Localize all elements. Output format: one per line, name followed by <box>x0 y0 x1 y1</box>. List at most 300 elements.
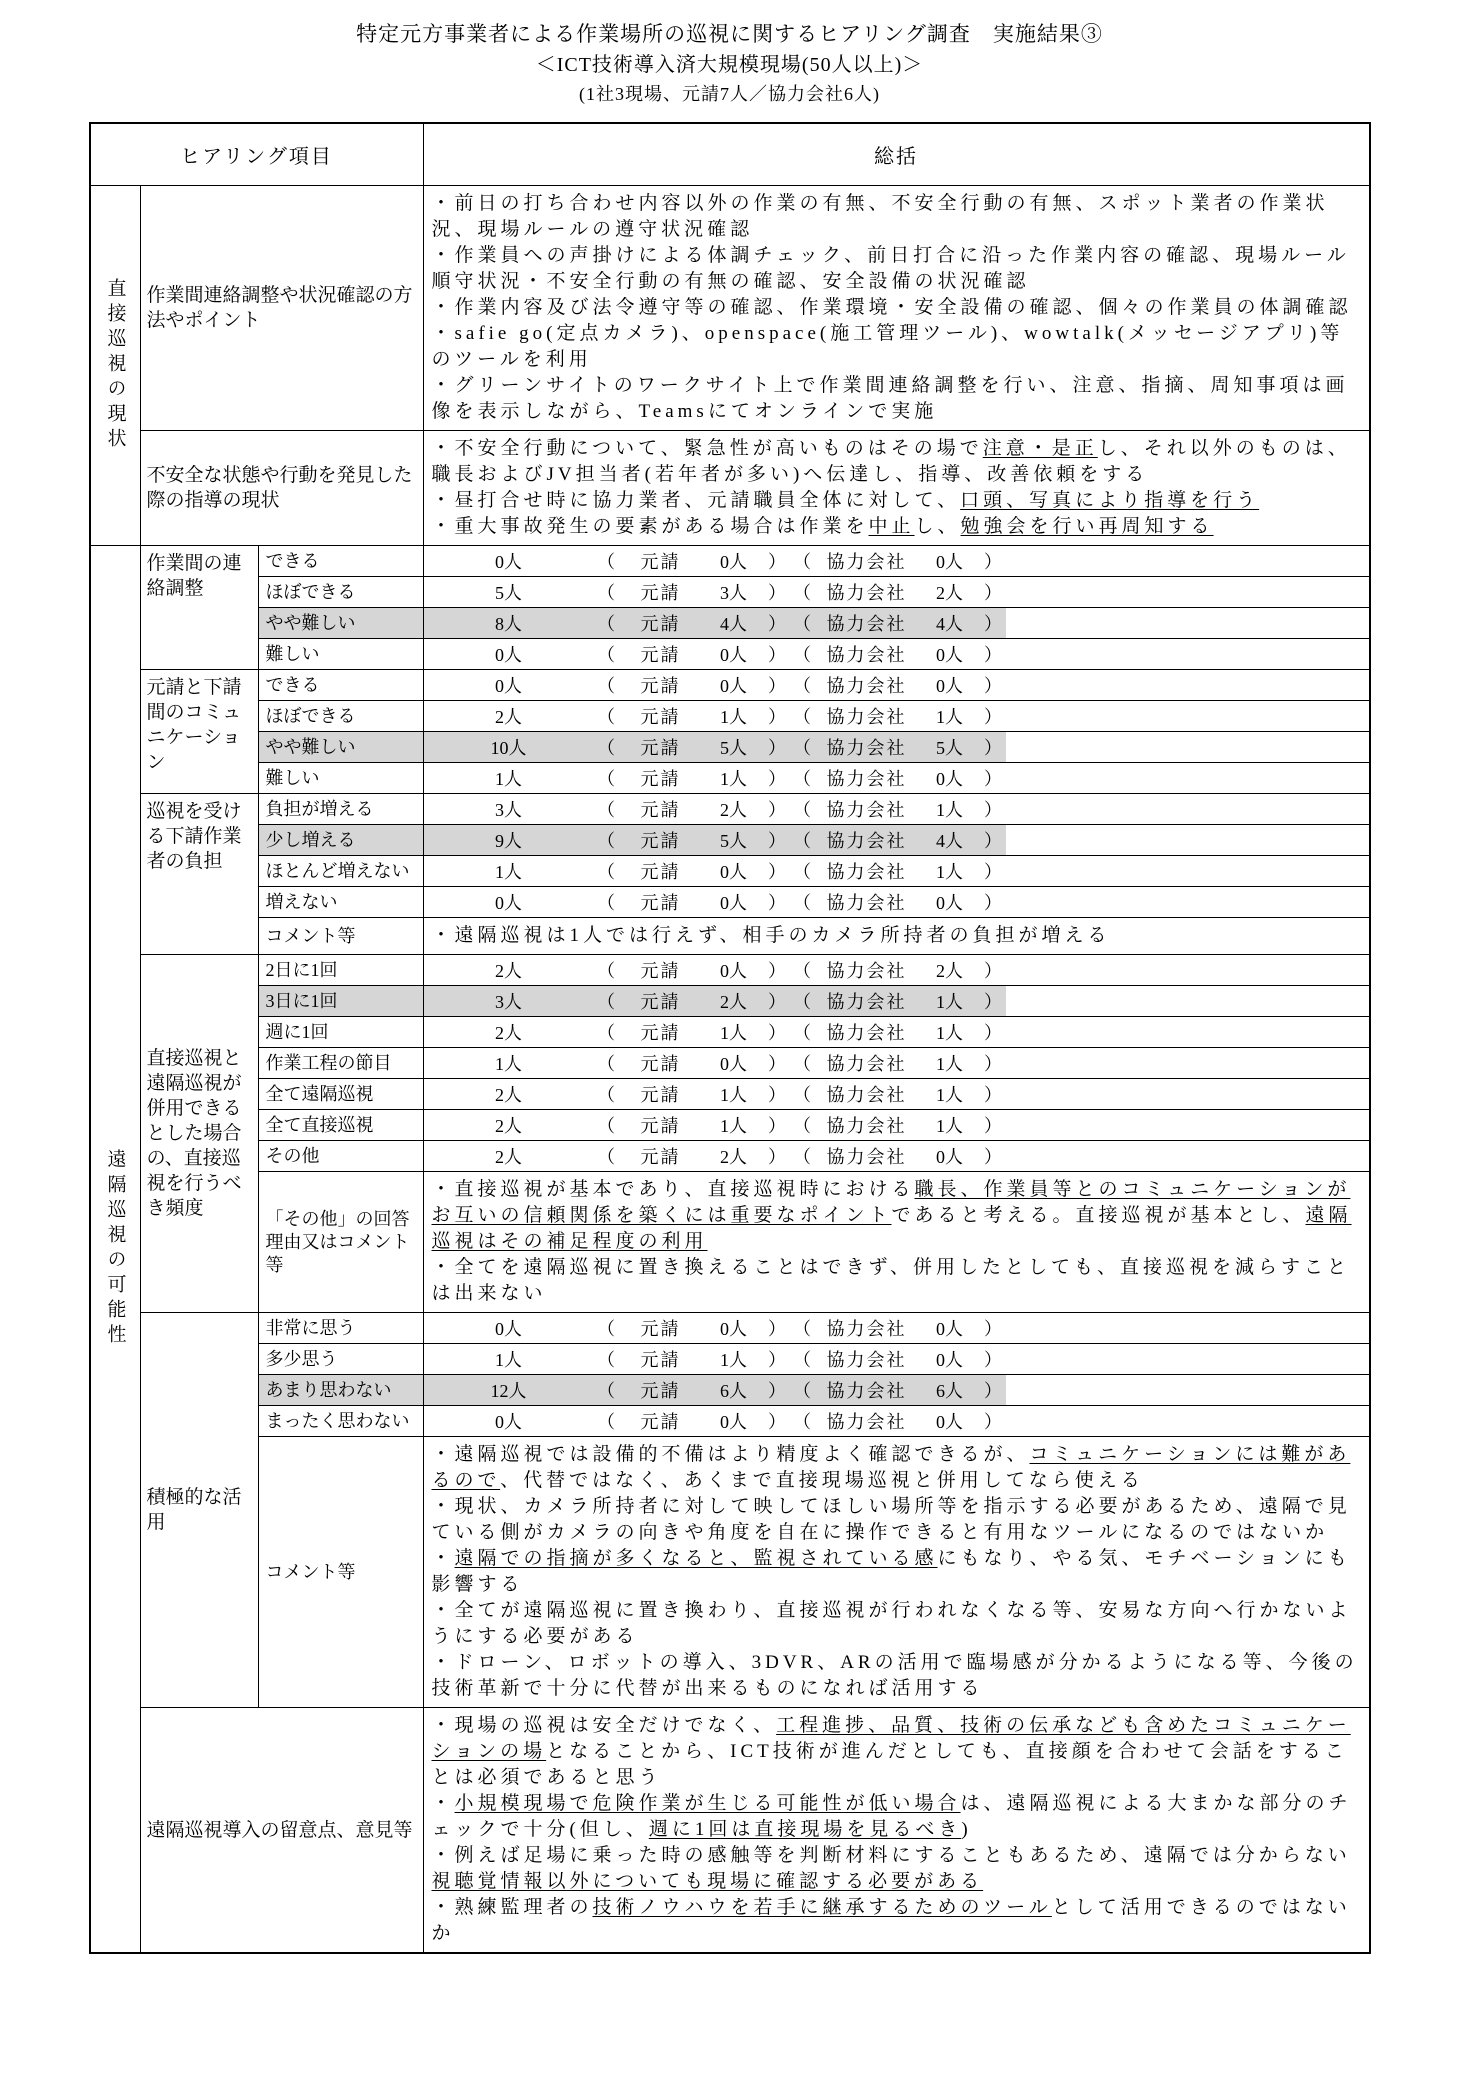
row-filler <box>1006 639 1369 669</box>
summary-line <box>432 191 1361 243</box>
row-filler <box>1006 546 1369 576</box>
prime-contractor-label: 元請 <box>640 645 681 665</box>
count-values <box>424 986 1006 1016</box>
count-total: 1人 <box>495 769 522 789</box>
partner-company-label: 協力会社 <box>826 831 907 851</box>
prime-contractor-count: 0人 <box>720 552 747 572</box>
close-paren: ） <box>984 800 1002 820</box>
count-total: 0人 <box>495 893 522 913</box>
count-values <box>424 1017 1006 1047</box>
prime-contractor-count: 6人 <box>720 1381 747 1401</box>
option-label-cell <box>259 1437 424 1707</box>
count-values <box>424 1344 1006 1374</box>
open-paren: （ <box>597 1116 615 1136</box>
close-paren: ） <box>768 1054 786 1074</box>
item-label: 作業間連絡調整や状況確認の方法やポイント <box>146 285 413 331</box>
underlined-text: 工程進捗、品質、技術の伝承なども含めたコミュニケーションの場 <box>431 1715 1351 1762</box>
option-label: コメント等 <box>265 1561 356 1582</box>
count-total: 2人 <box>495 1147 522 1167</box>
count-total: 0人 <box>495 676 522 696</box>
option-label-cell <box>259 887 424 917</box>
row-filler <box>1006 1110 1369 1140</box>
text-segment: にもなり、やる気、モチベーションにも影響する <box>431 1548 1351 1595</box>
count-cell <box>424 1375 1369 1405</box>
prime-contractor-count: 1人 <box>720 707 747 727</box>
option-label-cell <box>259 701 424 731</box>
count-row <box>259 1141 1369 1172</box>
count-values <box>424 732 1006 762</box>
summary-line <box>432 373 1361 425</box>
count-row <box>259 546 1369 577</box>
count-total: 0人 <box>495 645 522 665</box>
row-filler <box>1006 887 1369 917</box>
option-label-cell <box>259 577 424 607</box>
summary-text-cell <box>424 186 1369 430</box>
table-block <box>141 431 1369 545</box>
option-label-cell <box>259 1172 424 1312</box>
partner-company-count: 2人 <box>936 583 963 603</box>
count-row <box>259 608 1369 639</box>
prime-contractor-label: 元請 <box>640 1054 681 1074</box>
close-paren: ） <box>984 862 1002 882</box>
count-cell <box>424 732 1369 762</box>
open-paren: （ <box>793 676 811 696</box>
item-label-cell <box>141 794 259 954</box>
block-rows <box>424 431 1369 545</box>
prime-contractor-count: 1人 <box>720 1085 747 1105</box>
item-label: 遠隔巡視導入の留意点、意見等 <box>146 1819 413 1841</box>
row-filler <box>1006 794 1369 824</box>
text-segment: ) <box>961 1819 972 1840</box>
open-paren: （ <box>597 1023 615 1043</box>
close-paren: ） <box>768 1116 786 1136</box>
count-total: 1人 <box>495 1350 522 1370</box>
text-segment: として活用できるのではないか <box>431 1897 1351 1944</box>
close-paren: ） <box>984 614 1002 634</box>
row-filler <box>1006 986 1369 1016</box>
text-segment: ・遠隔巡視は1人では行えず、相手のカメラ所持者の負担が増える <box>431 925 1111 946</box>
close-paren: ） <box>768 800 786 820</box>
count-values <box>424 546 1006 576</box>
count-total: 8人 <box>495 614 522 634</box>
partner-company-label: 協力会社 <box>826 1350 907 1370</box>
open-paren: （ <box>793 707 811 727</box>
underlined-text: コミュニケーションには難があるので <box>431 1444 1351 1491</box>
count-row <box>259 1048 1369 1079</box>
close-paren: ） <box>984 1116 1002 1136</box>
summary-line <box>432 436 1361 488</box>
partner-company-count: 1人 <box>936 992 963 1012</box>
count-row <box>259 670 1369 701</box>
open-paren: （ <box>793 1319 811 1339</box>
option-label: 2日に1回 <box>265 959 338 980</box>
table-block <box>141 546 1369 670</box>
header-summary: 総括 <box>874 146 918 168</box>
text-segment: は、遠隔巡視による大まかな部分のチェックで十分(但し、 <box>431 1793 1352 1840</box>
option-label: 多少思う <box>265 1348 338 1369</box>
close-paren: ） <box>984 676 1002 696</box>
summary-line <box>432 1546 1361 1598</box>
row-filler <box>1006 825 1369 855</box>
open-paren: （ <box>597 961 615 981</box>
row-filler <box>1006 670 1369 700</box>
count-values <box>424 1141 1006 1171</box>
partner-company-label: 協力会社 <box>826 769 907 789</box>
partner-company-count: 1人 <box>936 1085 963 1105</box>
table-section <box>91 546 1369 1952</box>
summary-line <box>432 1713 1361 1791</box>
count-total: 5人 <box>495 583 522 603</box>
partner-company-count: 0人 <box>936 769 963 789</box>
section-body <box>141 546 1369 1952</box>
close-paren: ） <box>768 1412 786 1432</box>
text-segment: ・作業内容及び法令遵守等の確認、作業環境・安全設備の確認、個々の作業員の体調確認 <box>431 297 1352 318</box>
text-segment: ・作業員への声掛けによる体調チェック、前日打合に沿った作業内容の確認、現場ルール順守状況・不安全行動の有無の確認、安全設備の状況確認 <box>431 245 1350 292</box>
option-label-cell <box>259 918 424 954</box>
count-cell <box>424 794 1369 824</box>
count-cell <box>424 1110 1369 1140</box>
option-label-cell <box>259 1048 424 1078</box>
count-row <box>259 1344 1369 1375</box>
partner-company-count: 1人 <box>936 707 963 727</box>
count-cell <box>424 1344 1369 1374</box>
prime-contractor-label: 元請 <box>640 1116 681 1136</box>
text-segment: ・現場の巡視は安全だけでなく、 <box>431 1715 777 1736</box>
count-row <box>259 887 1369 918</box>
prime-contractor-label: 元請 <box>640 676 681 696</box>
open-paren: （ <box>793 1147 811 1167</box>
prime-contractor-label: 元請 <box>640 831 681 851</box>
table-block <box>141 1313 1369 1708</box>
table-block <box>141 955 1369 1313</box>
count-cell <box>424 546 1369 576</box>
text-segment: ・全てが遠隔巡視に置き換わり、直接巡視が行われなくなる等、安易な方向へ行かないようにする必要がある <box>431 1600 1352 1647</box>
summary-row <box>424 431 1369 545</box>
partner-company-label: 協力会社 <box>826 1116 907 1136</box>
option-label-cell <box>259 1344 424 1374</box>
partner-company-label: 協力会社 <box>826 1147 907 1167</box>
row-filler <box>1006 701 1369 731</box>
open-paren: （ <box>793 1023 811 1043</box>
prime-contractor-count: 0人 <box>720 1319 747 1339</box>
open-paren: （ <box>597 707 615 727</box>
count-values <box>424 639 1006 669</box>
open-paren: （ <box>793 800 811 820</box>
underlined-text: 小規模現場で危険作業が生じる可能性が低い場合 <box>454 1793 961 1814</box>
close-paren: ） <box>768 831 786 851</box>
partner-company-label: 協力会社 <box>826 862 907 882</box>
prime-contractor-count: 0人 <box>720 645 747 665</box>
underlined-text: 技術ノウハウを若手に継承するためのツール <box>592 1897 1052 1918</box>
partner-company-count: 0人 <box>936 645 963 665</box>
item-label: 積極的な活用 <box>146 1487 242 1533</box>
option-label: 週に1回 <box>265 1021 329 1042</box>
prime-contractor-label: 元請 <box>640 1147 681 1167</box>
count-total: 2人 <box>495 1116 522 1136</box>
count-cell <box>424 1141 1369 1171</box>
row-filler <box>1006 1313 1369 1343</box>
underlined-text: 勉強会を行い再周知する <box>960 516 1214 537</box>
option-label: 作業工程の節目 <box>265 1052 392 1073</box>
option-label: できる <box>265 550 320 571</box>
item-label: 元請と下請間のコミュニケーション <box>146 677 242 773</box>
count-total: 3人 <box>495 800 522 820</box>
partner-company-count: 0人 <box>936 1350 963 1370</box>
count-values <box>424 670 1006 700</box>
open-paren: （ <box>793 1350 811 1370</box>
prime-contractor-label: 元請 <box>640 961 681 981</box>
text-segment: ・遠隔巡視では設備的不備はより精度よく確認できるが、 <box>431 1444 1030 1465</box>
text-segment: ・直接巡視が基本であり、直接巡視時における <box>431 1179 915 1200</box>
count-row <box>259 732 1369 763</box>
text-segment: し、それ以外のものは、職長およびJV担当者(若年者が多い)へ伝達し、指導、改善依頼をする <box>431 438 1351 485</box>
table-header-row <box>91 124 1369 186</box>
open-paren: （ <box>793 552 811 572</box>
close-paren: ） <box>768 645 786 665</box>
close-paren: ） <box>768 1085 786 1105</box>
count-total: 10人 <box>490 738 527 758</box>
close-paren: ） <box>768 1319 786 1339</box>
count-cell <box>424 955 1369 985</box>
prime-contractor-count: 5人 <box>720 831 747 851</box>
count-values <box>424 856 1006 886</box>
prime-contractor-label: 元請 <box>640 738 681 758</box>
close-paren: ） <box>984 1054 1002 1074</box>
open-paren: （ <box>597 862 615 882</box>
open-paren: （ <box>597 1319 615 1339</box>
partner-company-count: 1人 <box>936 800 963 820</box>
partner-company-label: 協力会社 <box>826 893 907 913</box>
summary-row <box>259 1172 1369 1312</box>
option-label: 全て遠隔巡視 <box>265 1083 374 1104</box>
count-values <box>424 763 1006 793</box>
close-paren: ） <box>768 614 786 634</box>
option-label: その他 <box>265 1145 320 1166</box>
option-label-cell <box>259 1141 424 1171</box>
close-paren: ） <box>984 1147 1002 1167</box>
block-rows <box>259 1313 1369 1707</box>
count-values <box>424 608 1006 638</box>
underlined-text: 遠隔での指摘が多くなると、監視されている感 <box>454 1548 938 1569</box>
summary-line <box>432 1650 1361 1702</box>
count-cell <box>424 763 1369 793</box>
row-filler <box>1006 577 1369 607</box>
prime-contractor-count: 1人 <box>720 769 747 789</box>
summary-line <box>432 1791 1361 1843</box>
survey-table <box>89 122 1371 1954</box>
prime-contractor-label: 元請 <box>640 800 681 820</box>
row-filler <box>1006 1017 1369 1047</box>
partner-company-count: 0人 <box>936 1147 963 1167</box>
partner-company-label: 協力会社 <box>826 1381 907 1401</box>
prime-contractor-count: 0人 <box>720 862 747 882</box>
item-label: 直接巡視と遠隔巡視が併用できるとした場合の、直接巡視を行うべき頻度 <box>146 1048 242 1219</box>
summary-text-cell <box>424 1172 1369 1312</box>
partner-company-count: 6人 <box>936 1381 963 1401</box>
option-label: ほぼできる <box>265 581 356 602</box>
open-paren: （ <box>597 800 615 820</box>
partner-company-count: 4人 <box>936 831 963 851</box>
text-segment: であると考える。直接巡視が基本とし、 <box>891 1205 1306 1226</box>
open-paren: （ <box>597 552 615 572</box>
prime-contractor-label: 元請 <box>640 1381 681 1401</box>
close-paren: ） <box>984 1412 1002 1432</box>
count-cell <box>424 1406 1369 1436</box>
option-label-cell <box>259 1110 424 1140</box>
count-row <box>259 1375 1369 1406</box>
block-rows <box>424 186 1369 430</box>
option-label: あまり思わない <box>265 1379 392 1400</box>
item-label: 不安全な状態や行動を発見した際の指導の現状 <box>146 465 413 511</box>
summary-line <box>432 1598 1361 1650</box>
count-row <box>259 856 1369 887</box>
prime-contractor-count: 1人 <box>720 1116 747 1136</box>
summary-line <box>432 1442 1361 1494</box>
summary-line <box>432 488 1361 514</box>
option-label: 3日に1回 <box>265 990 338 1011</box>
prime-contractor-count: 2人 <box>720 800 747 820</box>
count-total: 0人 <box>495 552 522 572</box>
partner-company-label: 協力会社 <box>826 614 907 634</box>
prime-contractor-count: 4人 <box>720 614 747 634</box>
close-paren: ） <box>768 1350 786 1370</box>
summary-text-cell <box>424 1708 1369 1952</box>
open-paren: （ <box>597 738 615 758</box>
item-label: 作業間の連絡調整 <box>146 553 242 599</box>
count-values <box>424 1110 1006 1140</box>
section-body <box>141 186 1369 545</box>
count-cell <box>424 639 1369 669</box>
summary-row <box>424 1708 1369 1952</box>
open-paren: （ <box>793 738 811 758</box>
block-rows <box>259 670 1369 793</box>
prime-contractor-label: 元請 <box>640 1085 681 1105</box>
summary-text-cell <box>424 431 1369 545</box>
open-paren: （ <box>597 645 615 665</box>
summary-text-cell <box>424 918 1369 954</box>
count-values <box>424 1406 1006 1436</box>
item-label-cell <box>141 546 259 669</box>
partner-company-label: 協力会社 <box>826 1085 907 1105</box>
option-label: 全て直接巡視 <box>265 1114 374 1135</box>
open-paren: （ <box>597 676 615 696</box>
close-paren: ） <box>768 738 786 758</box>
underlined-text: 遠隔巡視はその補足程度の利用 <box>431 1205 1352 1252</box>
open-paren: （ <box>793 831 811 851</box>
row-filler <box>1006 732 1369 762</box>
item-label-cell <box>141 1708 424 1952</box>
text-segment: ・ <box>431 1793 455 1814</box>
prime-contractor-label: 元請 <box>640 862 681 882</box>
option-label-cell <box>259 1406 424 1436</box>
count-total: 1人 <box>495 862 522 882</box>
close-paren: ） <box>768 676 786 696</box>
partner-company-count: 1人 <box>936 862 963 882</box>
option-label: コメント等 <box>265 925 356 946</box>
count-row <box>259 825 1369 856</box>
count-cell <box>424 701 1369 731</box>
table-section <box>91 186 1369 546</box>
count-total: 0人 <box>495 1412 522 1432</box>
option-label-cell <box>259 763 424 793</box>
row-filler <box>1006 763 1369 793</box>
open-paren: （ <box>597 831 615 851</box>
open-paren: （ <box>793 1116 811 1136</box>
partner-company-count: 0人 <box>936 1319 963 1339</box>
prime-contractor-count: 2人 <box>720 1147 747 1167</box>
summary-row <box>259 918 1369 954</box>
count-cell <box>424 577 1369 607</box>
close-paren: ） <box>984 552 1002 572</box>
block-rows <box>259 546 1369 669</box>
row-filler <box>1006 1079 1369 1109</box>
count-row <box>259 986 1369 1017</box>
row-filler <box>1006 1048 1369 1078</box>
row-filler <box>1006 1141 1369 1171</box>
count-cell <box>424 1017 1369 1047</box>
group-label-cell <box>91 186 141 545</box>
block-rows <box>259 955 1369 1312</box>
partner-company-label: 協力会社 <box>826 645 907 665</box>
close-paren: ） <box>768 961 786 981</box>
table-block <box>141 794 1369 955</box>
count-row <box>259 577 1369 608</box>
count-row <box>259 1313 1369 1344</box>
count-values <box>424 887 1006 917</box>
summary-line <box>432 1494 1361 1546</box>
table-body <box>91 186 1369 1952</box>
summary-row <box>259 1437 1369 1707</box>
option-label-cell <box>259 1375 424 1405</box>
text-segment: ・不安全行動について、緊急性が高いものはその場で <box>431 438 983 459</box>
open-paren: （ <box>793 645 811 665</box>
count-values <box>424 794 1006 824</box>
table-block <box>141 186 1369 431</box>
count-values <box>424 1048 1006 1078</box>
close-paren: ） <box>768 1023 786 1043</box>
prime-contractor-count: 2人 <box>720 992 747 1012</box>
prime-contractor-label: 元請 <box>640 1350 681 1370</box>
count-values <box>424 1375 1006 1405</box>
close-paren: ） <box>768 552 786 572</box>
prime-contractor-count: 0人 <box>720 676 747 696</box>
prime-contractor-count: 1人 <box>720 1350 747 1370</box>
summary-line <box>432 321 1361 373</box>
prime-contractor-count: 0人 <box>720 1412 747 1432</box>
partner-company-count: 1人 <box>936 1116 963 1136</box>
option-label: 少し増える <box>265 829 356 850</box>
row-filler <box>1006 1375 1369 1405</box>
close-paren: ） <box>768 992 786 1012</box>
item-label-cell <box>141 670 259 793</box>
close-paren: ） <box>984 831 1002 851</box>
partner-company-label: 協力会社 <box>826 1054 907 1074</box>
count-values <box>424 1079 1006 1109</box>
open-paren: （ <box>597 583 615 603</box>
open-paren: （ <box>793 1381 811 1401</box>
option-label-cell <box>259 856 424 886</box>
open-paren: （ <box>597 1381 615 1401</box>
open-paren: （ <box>597 769 615 789</box>
option-label: まったく思わない <box>265 1410 410 1431</box>
close-paren: ） <box>984 769 1002 789</box>
text-segment: ・ <box>431 1548 455 1569</box>
text-segment: ・safie go(定点カメラ)、openspace(施工管理ツール)、wowtalk(メッセージアプリ)等のツールを利用 <box>431 323 1344 370</box>
partner-company-count: 0人 <box>936 1412 963 1432</box>
summary-line <box>432 514 1361 540</box>
count-cell <box>424 986 1369 1016</box>
summary-line <box>432 1177 1361 1255</box>
